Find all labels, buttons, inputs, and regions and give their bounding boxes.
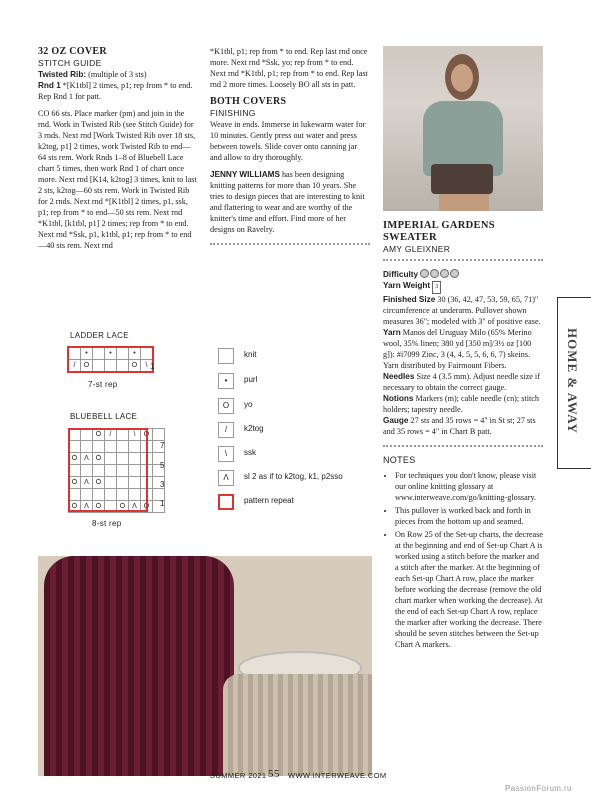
chart-cell (117, 360, 129, 372)
yarn-text: Manos del Uruguay Milo (65% Merino wool, 35% linen; 380 yd [350 m]/3½ oz [100 g]): #i7099 Zinc, 3 (4, 4, 5, 5, 6, 6, 7) skeins. Yarn distributed by Fairmount Fibers. (383, 328, 532, 370)
chart-cell: • (105, 348, 117, 360)
watermark: PassionForum.ru (505, 784, 572, 793)
yarn-weight-value: 3 (432, 281, 441, 294)
chart-cell: Λ (81, 453, 93, 465)
legend-label: k2tog (244, 424, 264, 433)
cover-instructions-cont: *K1tbl, p1; rep from * to end. Rep last rnd once more. Next rnd *Ssk, yo; rep from * to end. Next rnd *K1tbl, p1; rep from * to end. Rep last rnd 2 more times. Loosely BO all sts in patt. (210, 47, 368, 89)
chart-cell: O (93, 453, 105, 465)
chart-cell (105, 360, 117, 372)
yarn-label: Yarn (383, 328, 401, 337)
legend-label: knit (244, 350, 257, 359)
difficulty-row (383, 269, 543, 280)
chart-cell: O (117, 501, 129, 513)
chart-cell: Λ (129, 501, 141, 513)
notions-label: Notions (383, 394, 414, 403)
chart-cell: • (81, 348, 93, 360)
section-tab-label: HOME & AWAY (565, 328, 580, 434)
bluebell-repeat-label: 8-st rep (92, 519, 122, 528)
chart-cell (117, 348, 129, 360)
chart-cell (93, 360, 105, 372)
page-number: 55 (268, 768, 280, 780)
section-tab (557, 297, 591, 469)
chart-cell: O (93, 477, 105, 489)
legend-label: ssk (244, 448, 256, 457)
column-1 (38, 46, 198, 257)
chart-cell: / (105, 429, 117, 441)
rep-text: Rep Rnd 1 for patt. (38, 92, 101, 101)
gauge-text: 27 sts and 35 rows = 4" in St st; 27 sts and 35 rows = 4" in Chart B patt. (383, 416, 536, 436)
bluebell-row-1: 1 (160, 499, 165, 508)
chart-cell: O (69, 453, 81, 465)
chart-cell: \ (141, 360, 153, 372)
twisted-rib-text: (multiple of 3 sts) (86, 70, 147, 79)
footer-site: WWW.INTERWEAVE.COM (288, 771, 387, 780)
ladder-row-number: 1 (150, 362, 155, 371)
needles-text: Size 4 (3.5 mm). Adjust needle size if necessary to obtain the correct gauge. (383, 372, 540, 392)
note-item: • On Row 25 of the Set-up charts, the decrease at the beginning and end of Set-up Chart A is worked using a stitch before the marker and a stitch after the marker. At the beginning of each Set-up Chart A row, place the marker before working the decrease (remove the old chart marker when working the decrease). At the end of each Set-up Chart A row, replace the marker after working the decrease. There should be seven stitches between the Set-up Chart A markers. (395, 529, 543, 650)
jar-covers-photo (38, 556, 372, 776)
yarn-weight-label: Yarn Weight (383, 281, 431, 290)
chart-cell: O (129, 360, 141, 372)
yo-icon: O (218, 398, 234, 414)
yarn-weight-row (383, 280, 543, 294)
sweater-title: IMPERIAL GARDENS SWEATER (383, 220, 495, 243)
footer-issue: SUMMER 2021 (210, 771, 267, 780)
difficulty-dots-icon (420, 270, 460, 279)
chart-cell (141, 348, 153, 360)
finished-size-text: 30 (36, 42, 47, 53, 59, 65, 71)" circumference at underarm. Pullover shown measures 36"; modeled with 3" of positive ease. (383, 295, 541, 326)
bio-text: has been designing knitting patterns for more than 10 years. She tries to design pieces that are interesting to knit and flattering to wear and are worthy of the knitter's time and effort. Find more of her designs on Ravelry. (210, 170, 365, 234)
stitch-guide-heading: STITCH GUIDE (38, 58, 102, 68)
chart-cell: O (141, 429, 153, 441)
notes-heading: NOTES (383, 455, 416, 465)
twisted-rib-label: Twisted Rib: (38, 70, 87, 79)
model-photo (383, 46, 543, 211)
sweater-author: AMY GLEIXNER (383, 244, 451, 254)
column-2 (210, 46, 370, 253)
chart-cell: O (69, 477, 81, 489)
rnd1-text: *[K1tbl] 2 times, p1; rep from * to end. (60, 81, 193, 90)
shorts-image (431, 164, 493, 194)
legend-label: yo (244, 400, 253, 409)
divider (383, 445, 543, 447)
note-item: • For techniques you don't know, please visit our online knitting glossary at www.interweave.com/go/knitting-glossary. (395, 470, 543, 503)
chart-cell: Λ (81, 477, 93, 489)
chart-cell: Λ (81, 501, 93, 513)
divider (210, 243, 370, 245)
bio-name: JENNY WILLIAMS (210, 170, 280, 179)
purl-icon: • (218, 373, 234, 389)
chart-cell: O (93, 429, 105, 441)
chart-cell (69, 348, 81, 360)
gauge-label: Gauge (383, 416, 409, 425)
divider (383, 259, 543, 261)
cream-jar-cover-image (223, 674, 372, 776)
notes-list (383, 470, 543, 650)
chart-cell: O (93, 501, 105, 513)
chart-cell: O (81, 360, 93, 372)
burgundy-jar-cover-image (44, 556, 234, 776)
difficulty-label: Difficulty (383, 270, 419, 279)
finished-size (383, 294, 543, 437)
bluebell-lace-title: BLUEBELL LACE (70, 412, 138, 421)
legend-label: pattern repeat (244, 496, 294, 505)
pattern-repeat-icon (218, 494, 234, 510)
ssk-icon: \ (218, 446, 234, 462)
column-3 (383, 220, 543, 652)
ladder-lace-title: LADDER LACE (70, 331, 129, 340)
cover-title: 32 OZ COVER (38, 46, 107, 57)
finishing-heading: FINISHING (210, 108, 256, 118)
legend-label: purl (244, 375, 258, 384)
model-face (451, 64, 473, 92)
both-covers-heading: BOTH COVERS (210, 96, 287, 107)
finishing-text: Weave in ends. Immerse in lukewarm water for 10 minutes. Gently press out water and press between towels. Slide cover onto canning jar and allow to dry thoroughly. (210, 120, 366, 162)
ladder-lace-chart (68, 347, 153, 372)
legs-image (439, 194, 489, 211)
needles-label: Needles (383, 372, 415, 381)
notions-text: Markers (m); cable needle (cn); stitch holders; tapestry needle. (383, 394, 539, 414)
k2tog-icon: / (218, 422, 234, 438)
designer-bio (210, 169, 370, 235)
chart-cell: / (69, 360, 81, 372)
finished-size-label: Finished Size (383, 295, 436, 304)
chart-cell: \ (129, 429, 141, 441)
ladder-repeat-label: 7-st rep (88, 380, 118, 389)
chart-cell: O (141, 501, 153, 513)
legend-label: sl 2 as if to k2tog, k1, p2sso (244, 472, 343, 481)
chart-cell (93, 348, 105, 360)
bluebell-row-7: 7 (160, 441, 165, 450)
twisted-rib (38, 69, 198, 102)
double-decrease-icon: Λ (218, 470, 234, 486)
note-item: • This pullover is worked back and forth in pieces from the bottom up and seamed. (395, 505, 543, 527)
chart-cell: • (129, 348, 141, 360)
bluebell-row-3: 3 (160, 480, 165, 489)
chart-cell: O (69, 501, 81, 513)
knit-icon (218, 348, 234, 364)
rnd1-label: Rnd 1 (38, 81, 61, 90)
chart-cell (153, 429, 165, 441)
bluebell-row-5: 5 (160, 461, 165, 470)
bluebell-repeat-box (68, 428, 148, 512)
cover-instructions: CO 66 sts. Place marker (pm) and join in the rnd. Work in Twisted Rib (see Stitch Guide) for 3 rnds. Next rnd [Work Twisted Rib over 18 sts, k2tog, p1] 2 times, work Twisted Rib to end—64 sts rem. Work Rnds 1–8 of Bluebell Lace chart 5 times, then work Rnd 1 of chart once more. Next rnd [K14, k2tog] 3 times, knit to last 2 sts, k2tog—60 sts rem. Work in Twisted Rib for 2 rnds. Next rnd *[K1tbl] 2 times, p1, ssk, p1; rep from * to end—50 sts rem. Next rnd *K1tbl, [k1tbl, p1] 2 times; rep from * to end. Next rnd *Ssk, p1, k1tbl, p1; rep from * to end—40 sts rem. Next rnd (38, 109, 197, 250)
